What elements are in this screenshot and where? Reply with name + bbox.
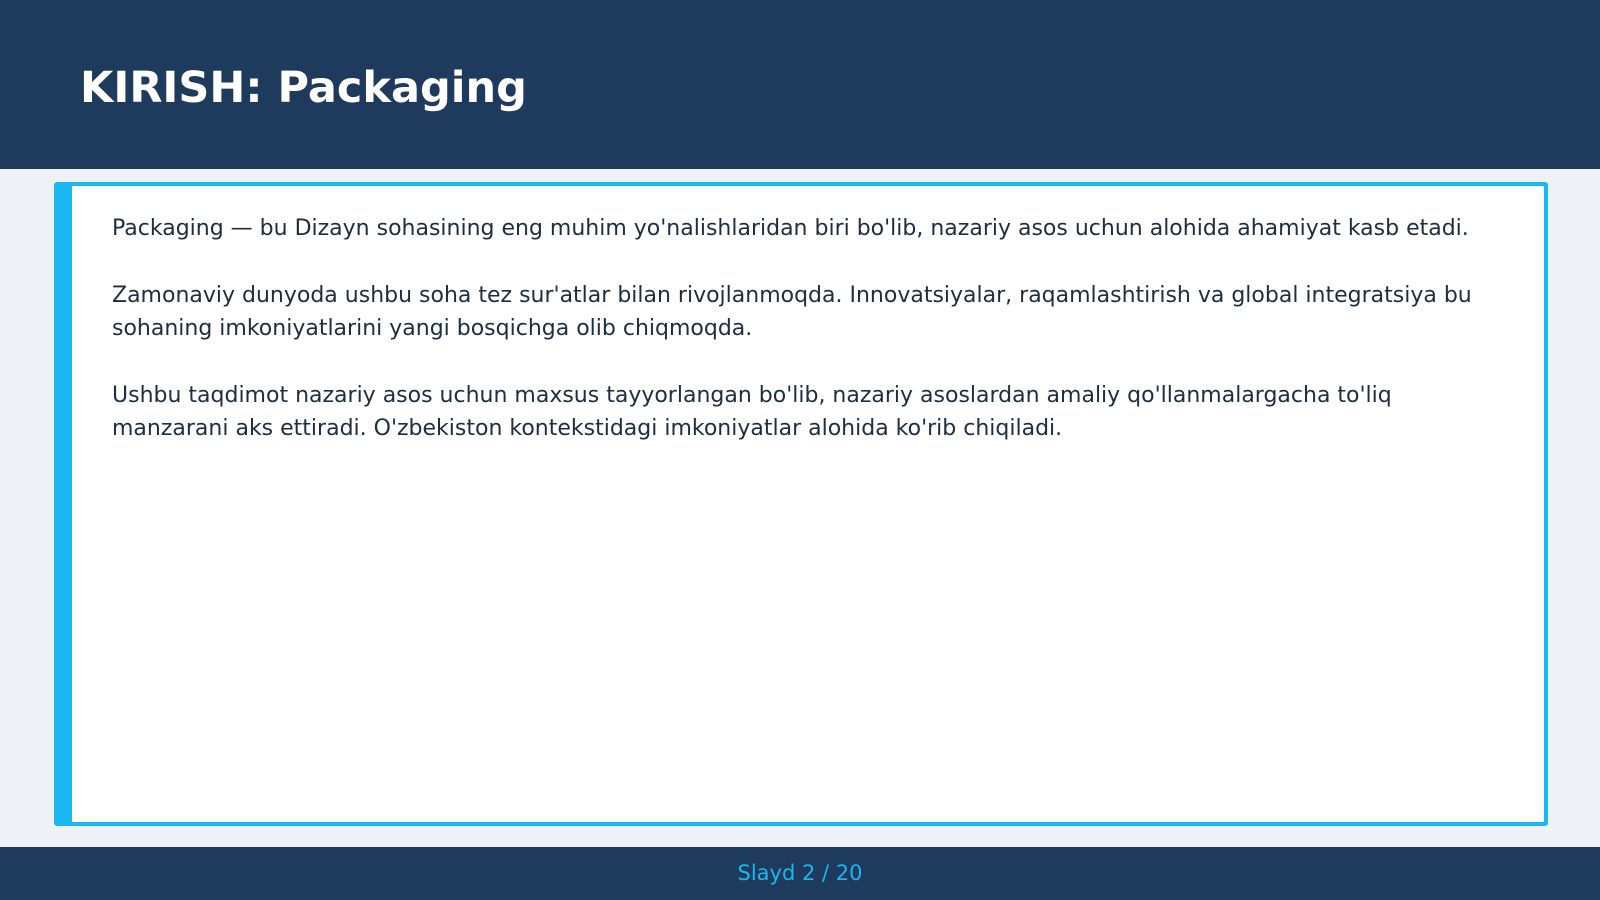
paragraph-presentation: Ushbu taqdimot nazariy asos uchun maxsus tayyorlangan bo'lib, nazariy asoslardan amaliy qo'llanmalargacha to'liq manzarani aks ettiradi. O'zbekiston kontekstidagi imkoniyatlar alohida ko'rib chiqiladi. [112,383,1392,441]
slide-title: KIRISH: Packaging [80,63,527,113]
paragraph-intro: Packaging — bu Dizayn sohasining eng muhim yo'nalishlaridan biri bo'lib, nazariy asos uchun alohida ahamiyat kasb etadi. [112,216,1469,241]
slide-header [0,0,1600,169]
content-panel [54,182,1548,826]
paragraph-list [112,212,1512,479]
slide-footer [0,847,1600,900]
slide-number: Slayd 2 / 20 [737,861,863,885]
paragraph-development: Zamonaviy dunyoda ushbu soha tez sur'atlar bilan rivojlanmoqda. Innovatsiyalar, raqamlashtirish va global integratsiya bu sohaning imkoniyatlarini yangi bosqichga olib chiqmoqda. [112,283,1472,341]
